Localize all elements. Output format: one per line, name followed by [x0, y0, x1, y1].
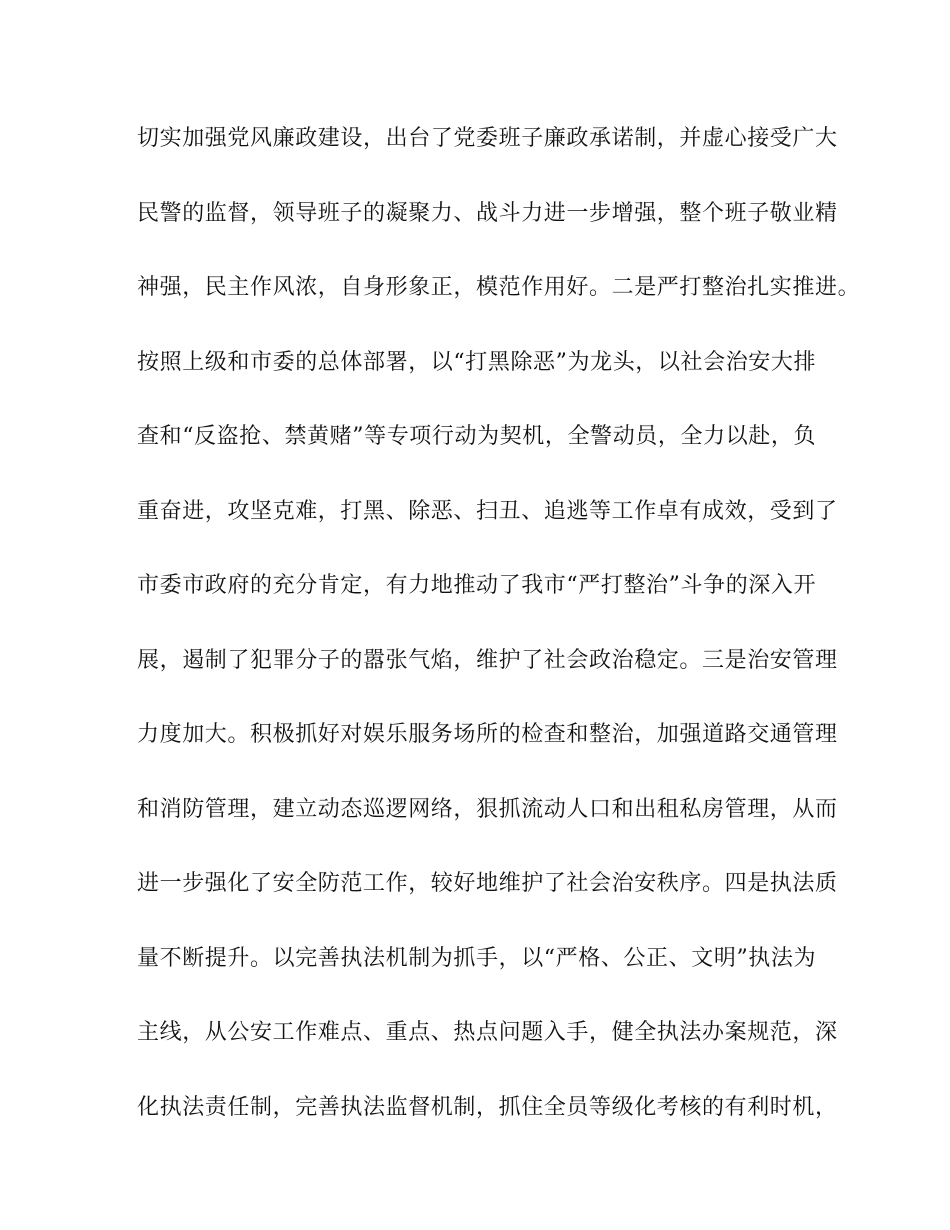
- text-line: 民警的监督，领导班子的凝聚力、战斗力进一步增强，整个班子敬业精: [137, 200, 838, 226]
- text-line: 和消防管理，建立动态巡逻网络，狠抓流动人口和出租私房管理，从而: [137, 796, 838, 822]
- text-line: 量不断提升。以完善执法机制为抓手，以“严格、公正、文明”执法为: [137, 945, 817, 971]
- text-line: 神强，民主作风浓，自身形象正，模范作用好。二是严打整治扎实推进。: [137, 275, 861, 300]
- text-line: 市委市政府的充分肯定，有力地推动了我市“严打整治”斗争的深入开: [137, 573, 817, 598]
- body-text: [137, 123, 861, 1166]
- text-line: 展，遏制了犯罪分子的嚣张气焰，维护了社会政治稳定。三是治安管理: [137, 647, 838, 673]
- text-line: 化执法责任制，完善执法监督机制，抓住全员等级化考核的有利时机，: [137, 1094, 838, 1120]
- text-line: 切实加强党风廉政建设，出台了党委班子廉政承诺制，并虚心接受广大: [137, 126, 838, 151]
- text-line: 主线，从公安工作难点、重点、热点问题入手，健全执法办案规范，深: [137, 1020, 838, 1045]
- text-line: 进一步强化了安全防范工作，较好地维护了社会治安秩序。四是执法质: [137, 871, 838, 896]
- text-line: 查和“反盗抢、禁黄赌”等专项行动为契机，全警动员，全力以赴，负: [137, 424, 817, 449]
- text-line: 按照上级和市委的总体部署，以“打黑除恶”为龙头，以社会治安大排: [137, 349, 817, 375]
- text-line: 力度加大。积极抓好对娱乐服务场所的检查和整治，加强道路交通管理: [137, 722, 838, 747]
- text-line: 重奋进，攻坚克难，打黑、除恶、扫丑、追逃等工作卓有成效，受到了: [137, 498, 838, 524]
